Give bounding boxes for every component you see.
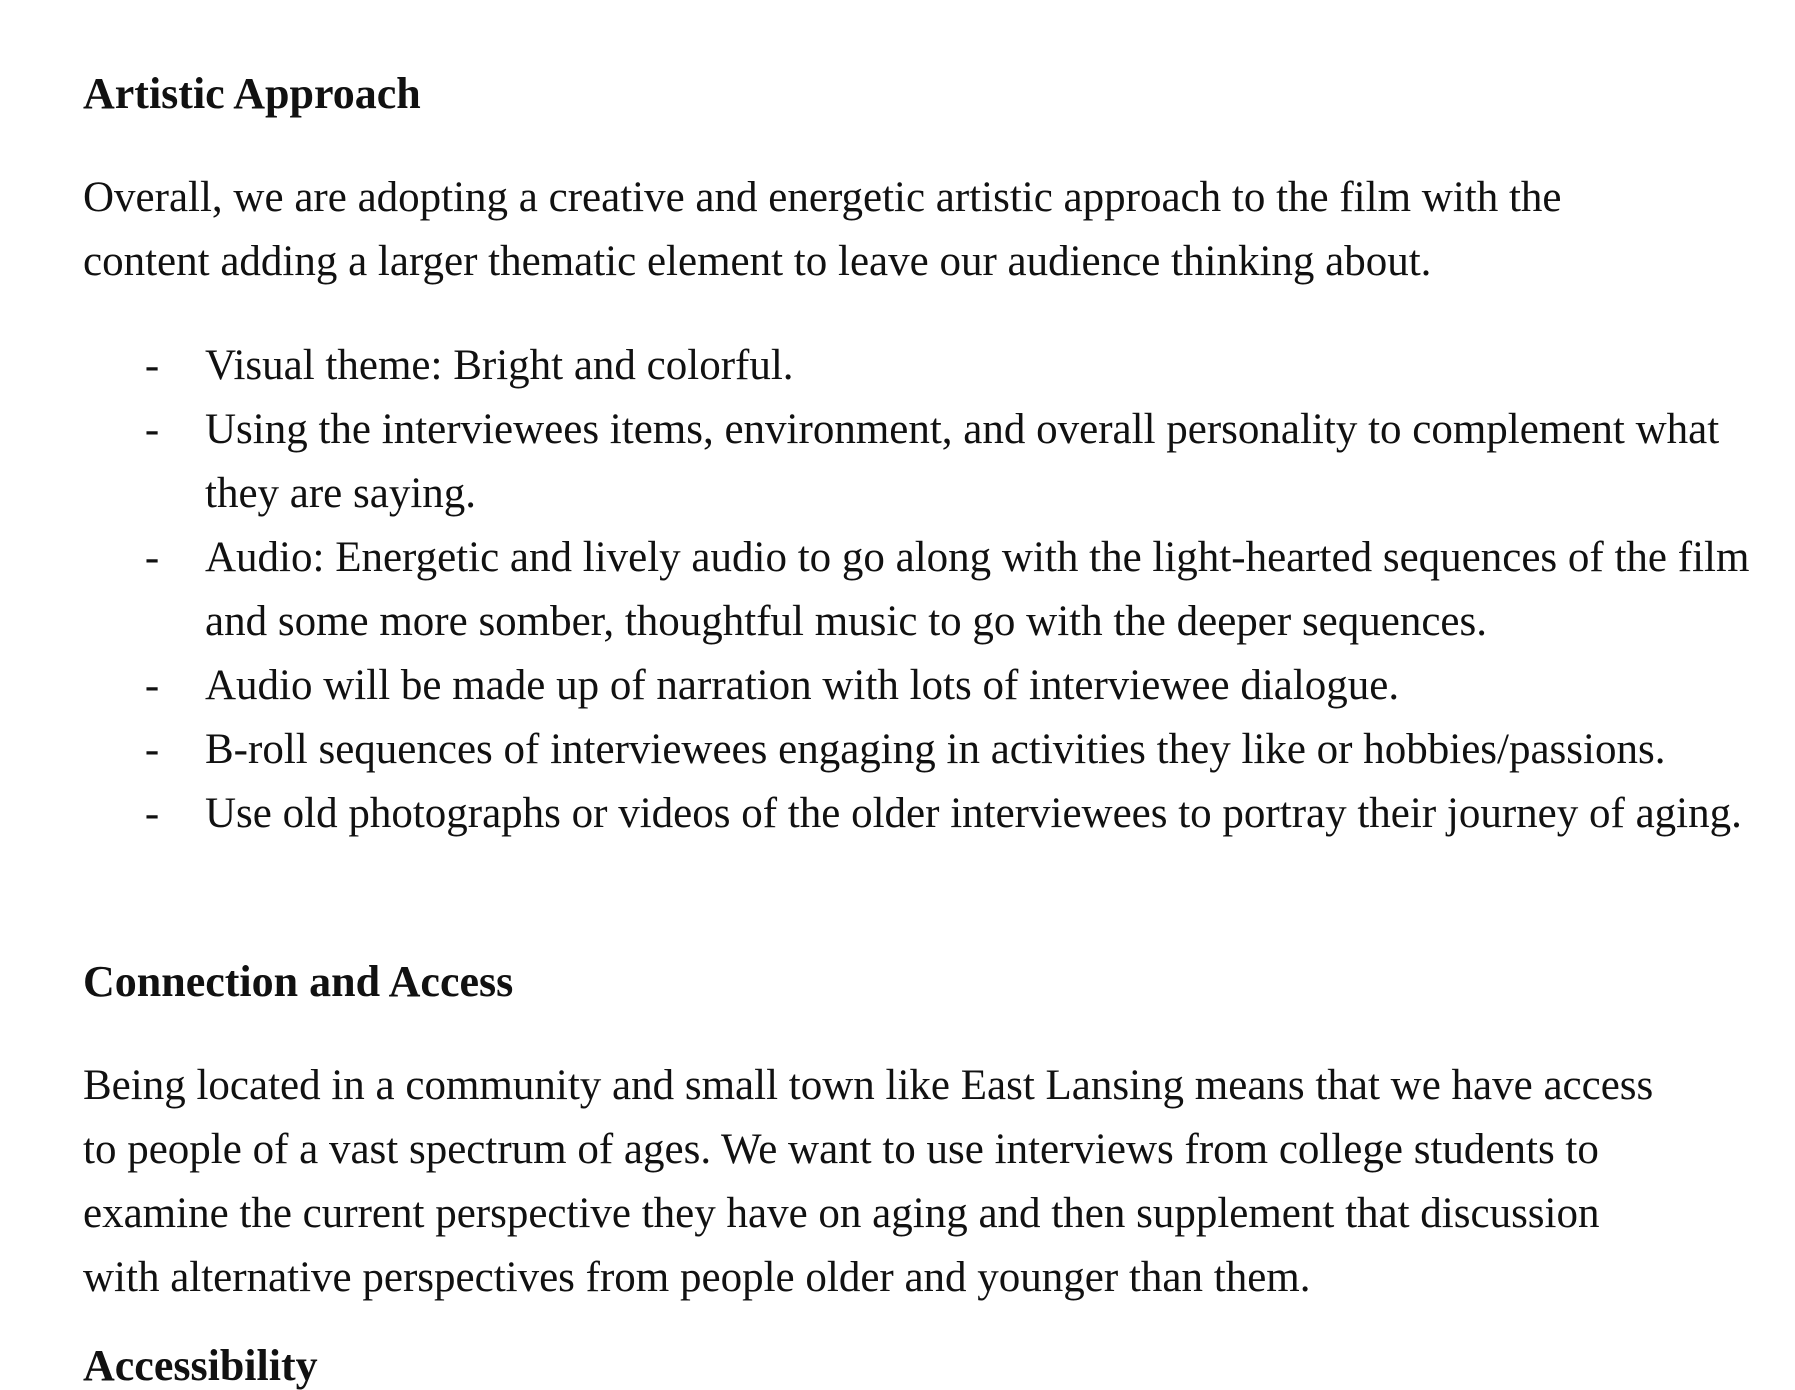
bullet-dash-marker: -	[144, 790, 160, 837]
bullet-dash-marker: -	[144, 534, 160, 581]
bullet-text: Audio: Energetic and lively audio to go along with the light-hearted sequences of the film and some more somber, thoughtful music to go with the deeper sequences.	[205, 534, 1750, 645]
section-heading-accessibility-cutoff: Accessibility	[83, 1341, 318, 1390]
section-heading-connection-and-access: Connection and Access	[83, 957, 514, 1006]
bullet-dash-marker: -	[144, 726, 160, 773]
bullet-text: Visual theme: Bright and colorful.	[205, 342, 794, 389]
bullet-text: Use old photographs or videos of the older interviewees to portray their journey of aging.	[205, 790, 1742, 837]
bullet-dash-marker: -	[144, 342, 160, 389]
bullet-item-old-photographs	[83, 782, 1785, 846]
bullet-text: B-roll sequences of interviewees engaging in activities they like or hobbies/passions.	[205, 726, 1666, 773]
artistic-approach-bullet-list	[83, 334, 1750, 846]
bullet-text: Using the interviewees items, environment, and overall personality to complement what they are saying.	[205, 406, 1720, 517]
bullet-item-visual-theme	[83, 334, 1785, 398]
artistic-approach-paragraph: Overall, we are adopting a creative and energetic artistic approach to the film with the content adding a larger thematic element to leave our audience thinking about.	[83, 174, 1562, 285]
bullet-dash-marker: -	[144, 662, 160, 709]
bullet-item-b-roll	[83, 718, 1785, 782]
bullet-item-audio-energetic	[83, 526, 1785, 654]
section-heading-artistic-approach: Artistic Approach	[83, 69, 421, 118]
connection-and-access-paragraph: Being located in a community and small town like East Lansing means that we have access to people of a vast spectrum of ages. We want to use interviews from college students to examine the current perspective they have on aging and then supplement that discussion with alternative perspectives from people older and younger than them.	[83, 1062, 1654, 1301]
bullet-item-interviewees-items	[83, 398, 1785, 526]
bullet-item-audio-narration	[83, 654, 1785, 718]
bullet-dash-marker: -	[144, 406, 160, 453]
bullet-text: Audio will be made up of narration with lots of interviewee dialogue.	[205, 662, 1400, 709]
